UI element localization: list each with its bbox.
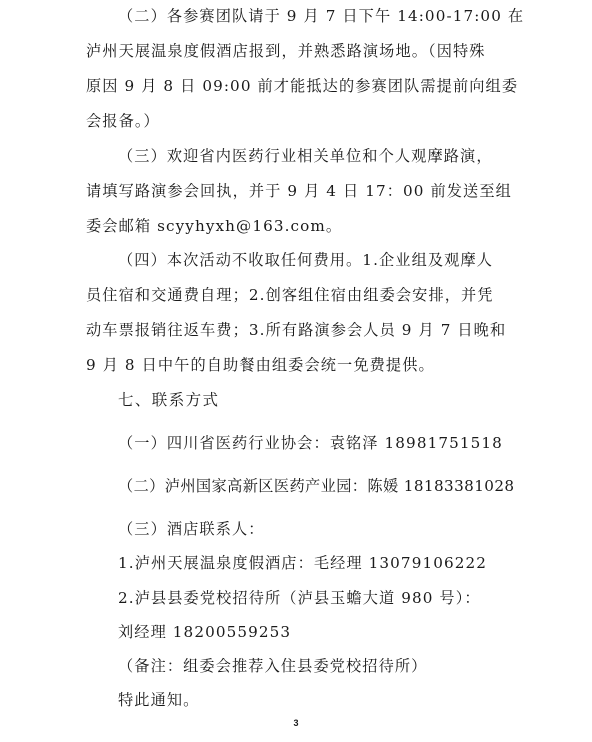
item3-line3: 委会邮箱 scyyhyxh@163.com。 [86, 217, 343, 235]
item4-line3: 动车票报销往返车费；3.所有路演参会人员 9 月 7 日晚和 [86, 321, 507, 339]
hotel-contact-2-name: 刘经理 18200559253 [118, 623, 292, 641]
page-number: 3 [293, 718, 299, 728]
item4-line2: 员住宿和交通费自理；2.创客组住宿由组委会安排，并凭 [86, 286, 494, 304]
hotel-contact-1: 1.泸州天展温泉度假酒店：毛经理 13079106222 [118, 554, 488, 572]
section-heading-contact: 七、联系方式 [118, 391, 220, 409]
item2-line4: 会报备。） [86, 112, 160, 130]
note: （备注：组委会推荐入住县委党校招待所） [118, 657, 428, 675]
contact-industrial-park: （二）泸州国家高新区医药产业园：陈媛 18183381028 [118, 477, 515, 495]
item3-line1: （三）欢迎省内医药行业相关单位和个人观摩路演， [118, 147, 493, 165]
closing-text: 特此通知。 [118, 691, 200, 709]
item4-line1: （四）本次活动不收取任何费用。1.企业组及观摩人 [118, 251, 494, 269]
item2-line3: 原因 9 月 8 日 09:00 前才能抵达的参赛团队需提前向组委 [86, 77, 519, 95]
hotel-contact-2: 2.泸县县委党校招待所（泸县玉蟾大道 980 号）： [118, 589, 481, 607]
item3-line2: 请填写路演参会回执，并于 9 月 4 日 17：00 前发送至组 [86, 182, 512, 200]
item4-line4: 9 月 8 日中午的自助餐由组委会统一免费提供。 [86, 356, 435, 374]
contact-association: （一）四川省医药行业协会：袁铭泽 18981751518 [118, 434, 503, 452]
item2-line2: 泸州天展温泉度假酒店报到，并熟悉路演场地。（因特殊 [86, 42, 486, 60]
contact-hotel-title: （三）酒店联系人： [118, 520, 265, 538]
item2-line1: （二）各参赛团队请于 9 月 7 日下午 14:00-17:00 在 [118, 7, 525, 25]
